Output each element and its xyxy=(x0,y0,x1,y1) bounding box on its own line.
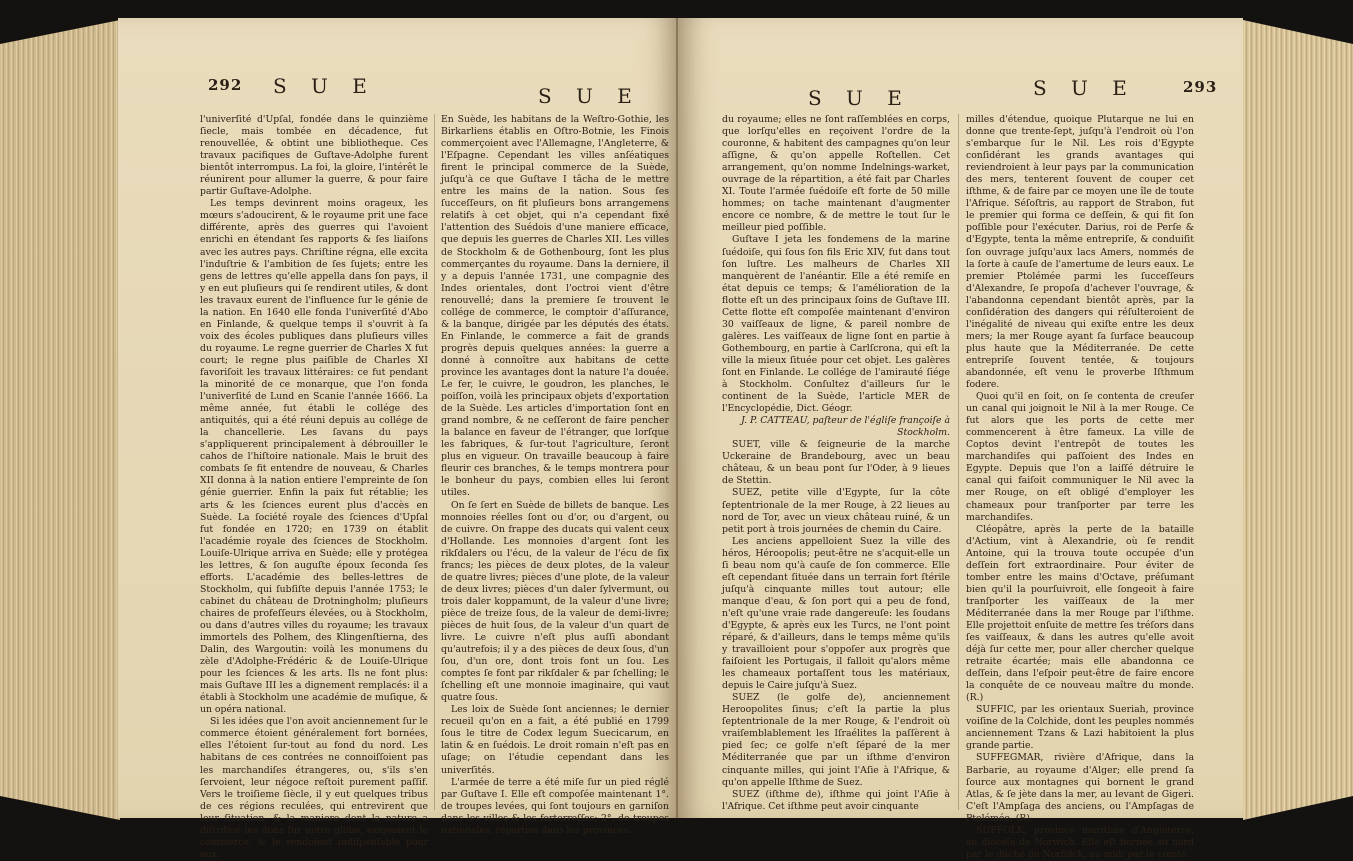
paragraph: milles d'étendue, quoique Plutarque ne lui en donne que trente-ſept, juſqu'à l'endroit où l'on s'embarque ſur le Nil. Les rois d'Egypte conſidérant les grands avantages qui reviendroient à leur pays par la communication des mers, tenterent ſouvent de couper cet iſthme, & de faire par ce moyen une île de toute l'Afrique. Séſoſtris, au rapport de Strabon, fut le premier qui forma ce deſſein, & qui fit ſon poſſible pour l'exécuter. Darius, roi de Perſe & d'Egypte, tenta la même entrepriſe, & conduiſit ſon ouvrage juſqu'aux lacs Amers, nommés de la ſorte à cauſe de l'amertume de leurs eaux. Le premier Ptolémée parmi les ſucceſſeurs d'Alexandre, ſe propoſa d'achever l'ouvrage, & l'abandonna cependant bientôt après, par la conſidération des dangers qui réſulteroient de l'inégalité de niveau qui exiſte entre les deux mers; la mer Rouge ayant ſa ſurface beaucoup plus haute que la Méditerranée. De cette entrepriſe ſouvent tentée, & toujours abandonnée, eſt venu le proverbe Iſthmum fodere. xyxy=(966,114,1194,391)
paragraph: L'armée de terre a été miſe ſur un pied réglé par Guſtave I. Elle eſt compoſée maintenant 1°. de troupes levées, qui ſont toujours en garniſon dans les villes & les forterreſſes; 2°. de troupes nationales, réparties dans les provinces. xyxy=(441,776,669,836)
text-column-1 xyxy=(200,114,428,860)
paragraph: Guſtave I jeta les fondemens de la marine ſuédoiſe, qui ſous ſon fils Eric XIV, fut dans tout ſon luſtre. Les malheurs de Charles XII manquèrent de l'anéantir. Elle a été remiſe en état depuis ce temps; & l'amélioration de la flotte eſt un des principaux ſoins de Guſtave III. Cette flotte eſt compoſée maintenant d'environ 30 vaiſſeaux de ligne, & pareil nombre de galères. Les vaiſſeaux de ligne ſont en partie à Gothembourg, en partie à Carlſcrona, qui eſt la ville la mieux ſituée pour cet objet. Les galères ſont en Finlande. Le collége de l'amirauté ſiége à Stockholm. Conſultez d'ailleurs ſur le continent de la Suède, l'article MER de l'Encyclopédie, Dict. Géogr. xyxy=(722,234,950,415)
paragraph: On ſe ſert en Suède de billets de banque. Les monnoies réelles ſont ou d'or, ou d'argent, ou de cuivre. On frappe des ducats qui valent ceux d'Hollande. Les monnoies d'argent ſont les rikſdalers ou l'écu, de la valeur de l'écu de ſix francs; les pièces de deux plotes, de la valeur de quatre livres; pièces d'une plote, de la valeur de deux livres; pièces d'un daler ſylvermunt, ou trois daler koppamunt, de la valeur d'une livre; pièce de treize ſous, de la valeur de demi-livre; pièces de huit ſous, de la valeur d'un quart de livre. Le cuivre n'eſt plus auſſi abondant qu'autrefois; il y a des pièces de deux ſous, d'un ſou, d'un ore, dont trois font un ſou. Les comptes ſe font par rikſdaler & par ſchelling; le ſchelling eſt une monnoie imaginaire, qui vaut quatre ſous. xyxy=(441,499,669,704)
page-number: 292 xyxy=(208,76,243,94)
headword: S U E xyxy=(538,84,641,108)
entry-suffegmar: SUFFEGMAR, rivière d'Afrique, dans la Barbarie, au royaume d'Alger; elle prend ſa ſource aux montagnes qui bornent le grand Atlas, & ſe jète dans la mer, au levant de Gigeri. C'eſt l'Ampſaga des anciens, ou l'Ampſagas de Ptolémée. (R). xyxy=(966,752,1194,824)
entry-suffolk: SUFFOLK, province maritime d'Angleterre, au diocèſe de Norwich. Elle eſt bornée au nord par le duché de Norfolck, au midi par le comté xyxy=(966,824,1194,860)
paragraph: En Suède, les habitans de la Weſtro-Gothie, les Birkarliens établis en Oſtro-Botnie, les Finois commerçoient avec l'Allemagne, l'Angleterre, & l'Eſpagne. Cependant les villes anſéatiques firent le principal commerce de la Suède, juſqu'à ce que Guſtave I tâcha de le mettre entre les mains de la nation. Sous ſes ſucceſſeurs, on fit pluſieurs bons arrangemens relatifs à cet objet, qui n'a cependant fixé l'attention des Suédois d'une maniere efficace, que depuis les guerres de Charles XII. Les villes de Stockholm & de Gothenbourg, ſont les plus commerçantes du royaume. Dans la derniere, il y a depuis l'année 1731, une compagnie des Indes orientales, dont l'octroi vient d'être renouvellé; dans la premiere ſe trouvent le collége de commerce, le comptoir d'aſſurance, & la banque, dirigée par les députés des états. En Finlande, le commerce a fait de grands progrès depuis quelques années: la guerre a donné à connoître aux habitans de cette province les avantages dont la nature l'a douée. Le fer, le cuivre, le goudron, les planches, le poiſſon, voilà les principaux objets d'exportation de la Suède. Les articles d'importation ſont en grand nombre, & ne ceſſeront de faire pencher la balance en faveur de l'étranger, que lorſque les fabriques, & ſur-tout l'agriculture, ſeront plus en vigueur. On travaille beaucoup à faire fleurir ces branches, & le temps montrera pour le bonheur du pays, combien elles lui ſeront utiles. xyxy=(441,114,669,499)
page-number: 293 xyxy=(1183,78,1218,96)
paragraph: Cléopâtre, après la perte de la bataille d'Actium, vint à Alexandrie, où ſe rendit Antoine, qui la trouva toute occupée d'un deſſein fort extraordinaire. Pour éviter de tomber entre les mains d'Octave, préſumant bien qu'il la pourſuivroit, elle ſongeoit à faire tranſporter les vaiſſeaux de la mer Méditerranée dans la mer Rouge par l'iſthme. Elle projettoit enſuite de mettre ſes tréſors dans ſes vaiſſeaux, & dans les autres qu'elle avoit déjà ſur cette mer, pour aller chercher quelque retraite écartée; mais elle abandonna ce deſſein, dans l'eſpoir peut-être de faire encore la conquête de ce nouveau maître du monde. (R.) xyxy=(966,523,1194,704)
headword: S U E xyxy=(1033,76,1136,100)
headword: S U E xyxy=(273,74,376,98)
text-column-2 xyxy=(441,114,669,836)
paragraph: l'univerſité d'Upſal, fondée dans le quinzième ſiecle, mais tombée en décadence, fut renouvellée, & obtint une bibliotheque. Ces travaux pacifiques de Guſtave-Adolphe furent bientôt interrompus. La foi, la gloire, l'intérêt le réunirent pour allumer la guerre, & pour faire partir Guſtave-Adolphe. xyxy=(200,114,428,198)
paragraph: Les temps devinrent moins orageux, les mœurs s'adoucirent, & le royaume prit une face différente, après des guerres qui l'avoient enrichi en étendant ſes rapports & ſes liaiſons avec les autres pays. Chriſtine régna, elle excita l'induſtrie & l'ambition de ſes ſujets; entre les gens de lettres qu'elle appella dans ſon pays, il y en eut pluſieurs qui ſe rendirent utiles, & dont les travaux eurent de l'influence ſur le génie de la nation. En 1640 elle fonda l'univerſité d'Abo en Finlande, & quelque temps il s'ouvrit à ſa voix des écoles publiques dans pluſieurs villes du royaume. Le regne guerrier de Charles X fut court; le regne plus paiſible de Charles XI favoriſoit les travaux littéraires: ce fut pendant la minorité de ce monarque, que l'on fonda l'univerſité de Lund en Scanie l'année 1666. La même année, fut établi le collége des antiquités, qui a été réuni depuis au collége de la chancellerie. Les ſavans du pays s'appliquerent principalement à débrouiller le cahos de l'hiſtoire nationale. Mais le bruit des combats ſe fit entendre de nouveau, & Charles XII donna à la nation entiere l'empreinte de ſon génie guerrier. Enfin la paix fut rétablie; les arts & les ſciences eurent plus d'accès en Suède. La ſociété royale des ſciences d'Upſal fut fondée en 1720; en 1739 on établit l'académie royale des ſciences de Stockholm. Louiſe-Ulrique arriva en Suède; elle y protégea les lettres, & ſon auguſte époux ſeconda ſes efforts. L'académie des belles-lettres de Stockholm, qui ſubſiſte depuis l'année 1753; le cabinet du château de Drotningholm; pluſieurs chaires de profeſſeurs élevées, ou à Stockholm, ou dans d'autres villes du royaume; les travaux immortels des Polhem, des Klingenſtierna, des Dalin, des Wargoutin: voilà les monumens du zèle d'Adolphe-Frédéric & de Louiſe-Ulrique pour les ſciences & les arts. Ils ne font plus: mais Guſtave III les a dignement remplacés: il a établi à Stockholm une académie de muſique, & un opéra national. xyxy=(200,198,428,716)
column-divider xyxy=(434,114,435,810)
entry-suez-golfe: SUEZ (le golfe de), anciennement Heroopolites ſinus; c'eſt la partie la plus ſeptentrionale de la mer Rouge, & l'endroit où vraiſemblablement les Iſraélites la paſſèrent à pied ſec; ce golfe n'eſt ſéparé de la mer Méditerranée que par un iſthme d'environ cinquante milles, qui joint l'Aſie à l'Afrique, & qu'on appelle Iſthme de Suez. xyxy=(722,692,950,788)
entry-suez-isthme: SUEZ (iſthme de), iſthme qui joint l'Aſie à l'Afrique. Cet iſthme peut avoir cinquante xyxy=(722,788,950,812)
paragraph: Les anciens appelloient Suez la ville des héros, Héroopolis; peut-être ne s'acquit-elle un ſi beau nom qu'à cauſe de ſon commerce. Elle eſt cependant ſituée dans un terrain fort ſtérile juſqu'à cinquante milles tout autour; elle manque d'eau, & ſon port qui a peu de fond, n'eſt qu'une vraie rade dangereuſe: les ſoudans d'Egypte, & après eux les Turcs, ne l'ont point réparé, & d'ailleurs, dans le temps même qu'ils y travailloient pour s'oppoſer aux progrès que faiſoient les Portugais, il falloit qu'alors même les chameaux portaſſent tous les matériaux, depuis le Caire juſqu'à Suez. xyxy=(722,535,950,692)
paragraph: du royaume; elles ne ſont raſſemblées en corps, que lorſqu'elles en reçoivent l'ordre de la couronne, & habitent des campagnes qu'on leur aſſigne, & qu'on appelle Roſtellen. Cet arrangement, qu'on nomme Indelnings-warket, ouvrage de la répartition, a été fait par Charles XI. Toute l'armée ſuédoiſe eſt forte de 50 mille hommes; on tache maintenant d'augmenter encore ce nombre, & de mettre le tout ſur le meilleur pied poſſible. xyxy=(722,114,950,234)
page-edges-left xyxy=(0,20,120,820)
right-page xyxy=(678,18,1243,860)
entry-suet: SUET, ville & ſeigneurie de la marche Uckeraine de Brandebourg, avec un beau château, & un beau pont ſur l'Oder, à 9 lieues de Stettin. xyxy=(722,439,950,487)
text-column-3 xyxy=(722,114,950,814)
entry-suez: SUEZ, petite ville d'Egypte, ſur la côte ſeptentrionale de la mer Rouge, à 22 lieues au nord de Tor, avec un vieux château ruiné, & un petit port à trois journées de chemin du Caire. xyxy=(722,487,950,535)
entry-suffic: SUFFIC, par les orientaux Sueriah, province voiſine de la Colchide, dont les peuples nommés anciennement Tzans & Lazi habitoient la plus grande partie. xyxy=(966,704,1194,752)
author-signature: J. P. CATTEAU, paſteur de l'égliſe françoiſe à Stockholm. xyxy=(741,415,950,439)
text-column-4 xyxy=(966,114,1194,860)
paragraph: Les loix de Suède ſont anciennes; le dernier recueil qu'on en a fait, a été publié en 1799 ſous le titre de Codex legum Suecicarum, en latin & en ſuédois. Le droit romain n'eſt pas en uſage; on l'étudie cependant dans les univerſités. xyxy=(441,704,669,776)
headword: S U E xyxy=(808,86,911,110)
page-edges-right xyxy=(1243,20,1353,820)
running-head-right xyxy=(678,74,1243,110)
paragraph: Si les idées que l'on avoit anciennement ſur le commerce étoient généralement fort bornées, elles l'étoient ſur-tout au fond du nord. Les habitans de ces contrées ne connoiſſoient pas les marchandiſes étrangeres, ou, s'ils s'en ſervoient, leur négoce reſtoit purement paſſif. Vers le troiſieme ſiècle, il y eut quelques tribus de ces régions reculées, qui entrevirent que leur ſituation, & la maniere dont la nature a diſtribué les dons ſur notre globe, exigeoient le commerce, & le rendoient indiſpenſable pour eux. xyxy=(200,716,428,860)
column-divider xyxy=(958,114,959,810)
left-page xyxy=(118,18,678,860)
running-head-left xyxy=(118,74,678,108)
paragraph: Quoi qu'il en ſoit, on ſe contenta de creuſer un canal qui joignoit le Nil à la mer Rouge. Ce fut alors que les ports de cette mer commencerent à être fameux. La ville de Coptos devint l'entrepôt de toutes les marchandiſes qui paſſoient des Indes en Egypte. Depuis que l'on a laiſſé détruire le canal qui faiſoit communiquer le Nil avec la mer Rouge, on eſt obligé d'employer les chameaux pour tranſporter par terre les marchandiſes. xyxy=(966,391,1194,523)
